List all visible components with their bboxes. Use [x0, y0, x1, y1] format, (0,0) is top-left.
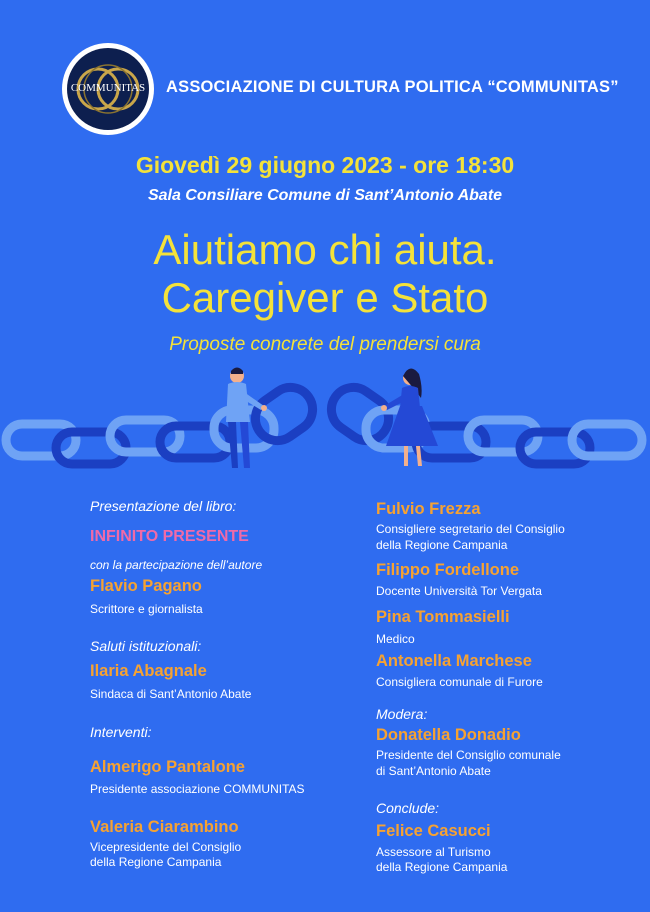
book-title: INFINITO PRESENTE — [90, 528, 249, 545]
speaker-role: Vicepresidente del Consiglio — [90, 840, 242, 854]
association-name: ASSOCIAZIONE DI CULTURA POLITICA “COMMUNITAS” — [166, 78, 619, 96]
event-title — [0, 226, 650, 322]
greeter-name: Ilaria Abagnale — [90, 662, 207, 680]
conclusion-label: Conclude: — [376, 800, 440, 816]
moderator-role: Presidente del Consiglio comunale — [376, 748, 561, 762]
speaker-role: Consigliera comunale di Furore — [376, 675, 543, 689]
presentation-label: Presentazione del libro: — [90, 498, 237, 514]
speaker-name: Pina Tommasielli — [376, 608, 510, 626]
moderator-role: di Sant’Antonio Abate — [376, 764, 491, 778]
speaker-name: Valeria Ciarambino — [90, 818, 239, 836]
event-subtitle: Proposte concrete del prendersi cura — [169, 334, 481, 355]
moderator-name: Donatella Donadio — [376, 726, 521, 744]
logo-text: COMMUNITAS — [70, 82, 146, 94]
speaker-role: della Regione Campania — [376, 538, 508, 552]
author-role: Scrittore e giornalista — [90, 602, 203, 616]
speaker-role: Consigliere segretario del Consiglio — [376, 522, 565, 536]
speaker-name: Antonella Marchese — [376, 652, 532, 670]
conclusion-role: Assessore al Turismo — [376, 845, 491, 859]
man-figure-icon — [226, 368, 267, 469]
event-venue: Sala Consiliare Comune di Sant’Antonio Abate — [147, 187, 503, 204]
title-line-1: Aiutiamo chi aiuta. — [153, 226, 497, 273]
title-line-2: Caregiver e Stato — [161, 274, 489, 321]
communitas-logo — [62, 43, 154, 135]
speaker-name: Filippo Fordellone — [376, 561, 519, 579]
author-note: con la partecipazione dell’autore — [90, 558, 263, 572]
speaker-role: Medico — [376, 632, 415, 646]
speaker-name: Almerigo Pantalone — [90, 758, 245, 776]
speaker-role: Presidente associazione COMMUNITAS — [90, 782, 305, 796]
interventions-label: Interventi: — [90, 724, 152, 740]
conclusion-role: della Regione Campania — [376, 860, 508, 874]
greetings-label: Saluti istituzionali: — [90, 638, 202, 654]
event-date-time: Giovedì 29 giugno 2023 - ore 18:30 — [135, 152, 515, 178]
conclusion-name: Felice Casucci — [376, 822, 491, 840]
speaker-role: della Regione Campania — [90, 855, 222, 869]
broken-chain-illustration — [0, 362, 650, 480]
author-name: Flavio Pagano — [90, 577, 202, 595]
speaker-name: Fulvio Frezza — [376, 500, 481, 518]
moderator-label: Modera: — [376, 706, 428, 722]
speaker-role: Docente Università Tor Vergata — [376, 584, 542, 598]
greeter-role: Sindaca di Sant’Antonio Abate — [90, 687, 252, 701]
